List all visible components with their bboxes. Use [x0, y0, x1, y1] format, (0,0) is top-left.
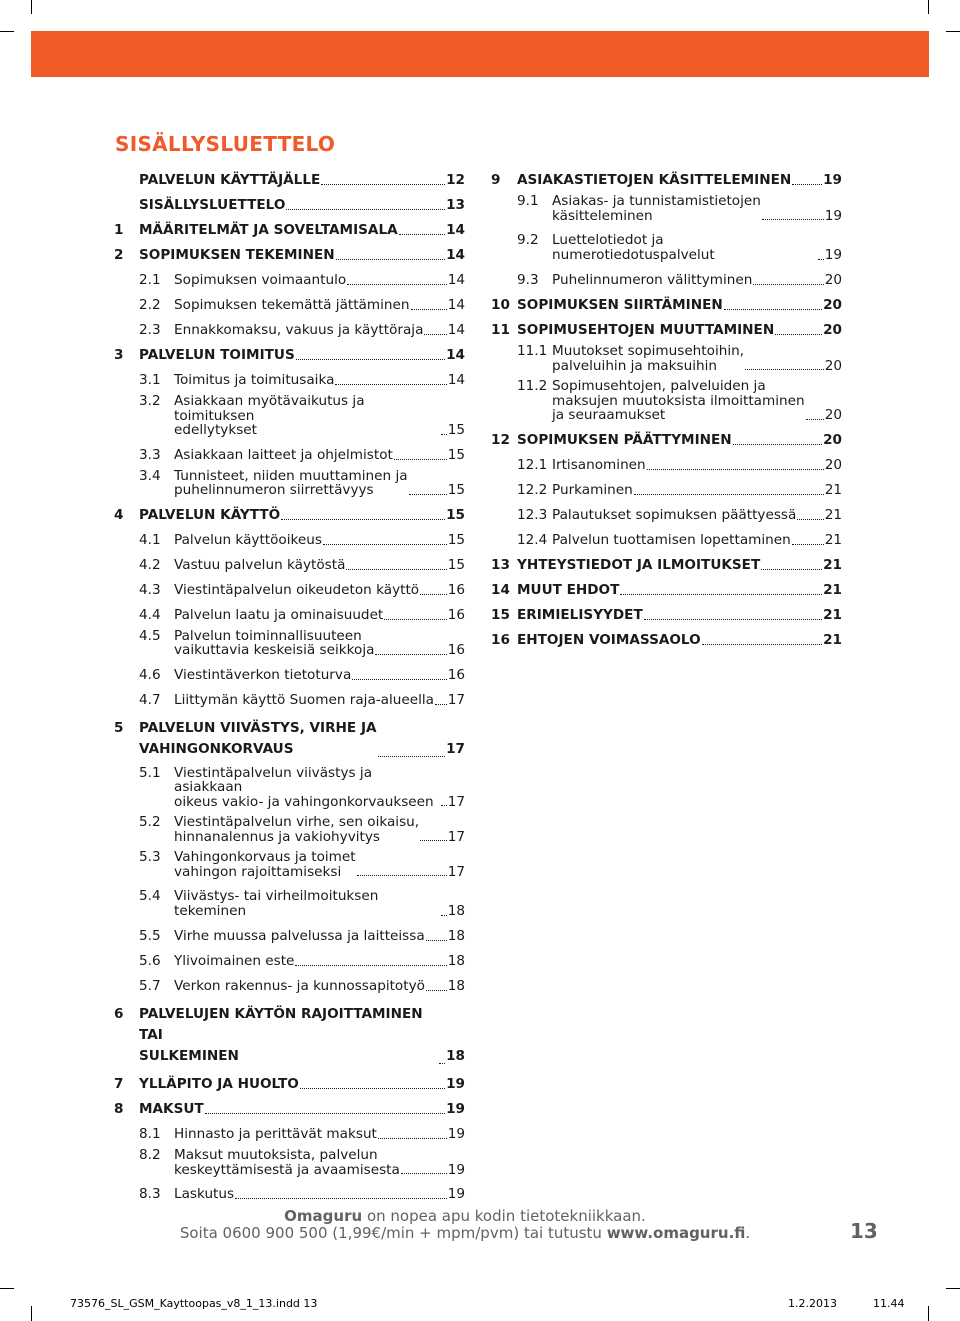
crop-mark: [0, 31, 14, 32]
dot-leader: [426, 940, 447, 941]
dot-leader: [620, 594, 822, 595]
dot-leader: [724, 309, 822, 310]
toc-entry[interactable]: [114, 583, 465, 598]
toc-entry[interactable]: [114, 394, 465, 438]
toc-entry[interactable]: [114, 298, 465, 313]
footer-website-link[interactable]: www.omaguru.fi: [606, 1224, 746, 1242]
toc-entry-title: PALVELUN KÄYTTÄJÄLLE: [139, 172, 321, 188]
toc-entry[interactable]: [114, 766, 465, 810]
toc-entry-title: Asiakkaan laitteet ja ohjelmistot: [174, 446, 393, 463]
toc-entry[interactable]: [491, 233, 842, 263]
toc-entry-page: 18: [447, 903, 465, 919]
toc-entry-number: 4: [114, 506, 124, 523]
toc-entry-page: 21: [823, 606, 842, 623]
toc-entry[interactable]: [114, 469, 465, 498]
toc-entry-page: 20: [823, 322, 842, 338]
toc-entry-title: Liittymän käyttö Suomen raja-alueella: [174, 691, 435, 708]
toc-entry-page: 15: [447, 531, 465, 548]
toc-entry-number: 3.2: [139, 393, 161, 409]
toc-entry[interactable]: [491, 608, 842, 623]
toc-entry-page: 14: [447, 372, 465, 388]
toc-entry-title: Vastuu palvelun käytöstä: [174, 556, 346, 573]
toc-entry-number: 12: [491, 431, 510, 448]
toc-entry-number: 7: [114, 1076, 124, 1092]
footer-phone-text: Soita 0600 900 500 (1,99€/min + mpm/pvm) tai tutustu: [179, 1224, 607, 1242]
toc-entry[interactable]: [114, 979, 465, 994]
toc-entry-page: 19: [824, 247, 842, 263]
toc-entry-page: 14: [447, 297, 465, 313]
toc-entry[interactable]: [114, 198, 465, 213]
toc-entry[interactable]: [491, 633, 842, 648]
toc-entry-title: Purkaminen: [552, 481, 633, 498]
toc-entry-number: 8: [114, 1101, 124, 1117]
dot-leader: [394, 459, 447, 460]
crop-mark: [31, 0, 32, 14]
toc-entry-page: 19: [446, 1101, 465, 1117]
toc-entry[interactable]: [114, 558, 465, 573]
toc-entry[interactable]: [114, 1187, 465, 1202]
crop-mark: [31, 1306, 32, 1321]
toc-entry-page: 17: [447, 863, 465, 880]
toc-entry-number: 5.7: [139, 978, 161, 994]
dot-leader: [357, 875, 447, 876]
dot-leader: [761, 569, 822, 570]
toc-entry-number: 2: [114, 247, 124, 263]
crop-mark: [946, 31, 960, 32]
toc-entry-title: MUUT EHDOT: [517, 581, 620, 598]
toc-entry-page: 15: [447, 422, 465, 438]
footer-brand: Omaguru: [284, 1207, 363, 1225]
toc-entry-title: Sopimusehtojen, palveluiden ja maksujen muutoksista ilmoittaminen ja seuraamukset: [552, 378, 805, 423]
toc-entry-title: Muutokset sopimusehtoihin, palveluihin ja maksuihin: [552, 343, 745, 374]
toc-entry-number: 12.4: [517, 531, 548, 548]
toc-entry-title: Palvelun tuottamisen lopettaminen: [552, 531, 791, 548]
toc-entry[interactable]: [114, 248, 465, 263]
slug-time: 11.44: [873, 1297, 905, 1310]
toc-entry-number: 11: [491, 322, 510, 338]
toc-entry-title: Laskutus: [174, 1186, 235, 1202]
toc-entry[interactable]: [114, 718, 465, 760]
toc-entry[interactable]: [491, 433, 842, 448]
toc-entry-page: 18: [446, 1048, 465, 1064]
toc-entry-number: 11.2: [517, 378, 548, 394]
dot-leader: [441, 434, 447, 435]
dot-leader: [300, 1088, 445, 1089]
toc-entry-page: 13: [446, 197, 465, 213]
toc-entry-number: 9.2: [517, 232, 539, 248]
dot-leader: [420, 594, 447, 595]
toc-entry-page: 16: [447, 581, 465, 598]
dot-leader: [745, 369, 824, 370]
page-number: 13: [850, 1219, 878, 1243]
dot-leader: [346, 569, 446, 570]
toc-entry-title: Palvelun käyttöoikeus: [174, 531, 322, 548]
toc-entry-page: 15: [446, 506, 465, 523]
toc-entry-number: 2.1: [139, 272, 161, 288]
toc-entry[interactable]: [114, 668, 465, 683]
toc-entry-page: 21: [823, 581, 842, 598]
header-banner: [31, 31, 929, 77]
toc-entry-number: 9.1: [517, 193, 539, 209]
footer-end: .: [745, 1224, 751, 1242]
dot-leader: [818, 259, 824, 260]
toc-entry[interactable]: [114, 323, 465, 338]
toc-entry-number: 12.3: [517, 506, 548, 523]
toc-entry-title: EHTOJEN VOIMASSAOLO: [517, 631, 701, 648]
toc-entry[interactable]: [114, 850, 465, 879]
toc-entry[interactable]: [491, 298, 842, 313]
toc-entry-title: Viestintäpalvelun oikeudeton käyttö: [174, 581, 420, 598]
dot-leader: [378, 1138, 447, 1139]
toc-entry-page: 14: [446, 247, 465, 263]
dot-leader: [441, 805, 447, 806]
slug-filename: 73576_SL_GSM_Kayttoopas_v8_1_13.indd 13: [70, 1297, 318, 1310]
dot-leader: [435, 704, 447, 705]
toc-entry[interactable]: [491, 379, 842, 423]
toc-entry[interactable]: [114, 1004, 465, 1067]
toc-entry-number: 4.4: [139, 606, 161, 623]
toc-entry-page: 20: [824, 357, 842, 374]
dot-leader: [644, 619, 822, 620]
toc-entry-title: Sopimuksen voimaantulo: [174, 272, 347, 288]
toc-entry-title: SOPIMUKSEN SIIRTÄMINEN: [517, 297, 723, 313]
toc-entry-title: SOPIMUSEHTOJEN MUUTTAMINEN: [517, 322, 775, 338]
toc-entry-page: 15: [447, 556, 465, 573]
toc-entry-title: MÄÄRITELMÄT JA SOVELTAMISALA: [139, 222, 398, 238]
dot-leader: [401, 1173, 447, 1174]
toc-entry-number: 9.3: [517, 272, 539, 288]
toc-entry-title: Viestintäpalvelun viivästys ja asiakkaan oikeus vakio- ja vahingonkorvaukseen: [174, 764, 434, 810]
dot-leader: [702, 644, 822, 645]
toc-entry-number: 5.6: [139, 953, 161, 969]
toc-entry-title: PALVELUN TOIMITUS: [139, 347, 295, 363]
toc-entry[interactable]: [114, 1102, 465, 1117]
toc-entry-title: Palautukset sopimuksen päättyessä: [552, 506, 797, 523]
dot-leader: [426, 990, 447, 991]
toc-entry[interactable]: [491, 533, 842, 548]
toc-entry-page: 19: [824, 207, 842, 224]
toc-left-column: [114, 173, 465, 1202]
toc-entry-title: Viestintäverkon tietoturva: [174, 666, 352, 683]
toc-entry-title: Verkon rakennus- ja kunnossapitotyö: [174, 978, 425, 994]
toc-entry[interactable]: [114, 693, 465, 708]
toc-entry[interactable]: [114, 348, 465, 363]
toc-entry-number: 4.6: [139, 666, 161, 683]
toc-entry-page: 20: [823, 297, 842, 313]
toc-entry-page: 19: [447, 1126, 465, 1142]
dot-leader: [235, 1198, 447, 1199]
toc-entry-number: 5: [114, 719, 124, 736]
toc-entry-title: Virhe muussa palvelussa ja laitteissa: [174, 928, 425, 944]
toc-entry[interactable]: [114, 533, 465, 548]
toc-entry-title: PALVELUN VIIVÄSTYS, VIRHE JA VAHINGONKORVAUS: [139, 719, 377, 757]
dot-leader: [753, 284, 823, 285]
toc-entry-page: 21: [824, 481, 842, 498]
toc-entry-page: 20: [824, 272, 842, 288]
dot-leader: [411, 309, 447, 310]
toc-entry-number: 4.3: [139, 581, 161, 598]
dot-leader: [806, 419, 824, 420]
page-title: SISÄLLYSLUETTELO: [115, 132, 336, 156]
dot-leader: [296, 359, 445, 360]
toc-entry[interactable]: [114, 273, 465, 288]
crop-mark: [0, 1288, 14, 1289]
toc-entry-page: 14: [447, 322, 465, 338]
toc-entry-page: 16: [447, 642, 465, 658]
toc-entry-title: Luettelotiedot ja numerotiedotuspalvelut: [552, 232, 715, 263]
toc-entry-title: Hinnasto ja perittävät maksut: [174, 1126, 377, 1142]
slug-date: 1.2.2013: [788, 1297, 837, 1310]
toc-entry-number: 15: [491, 606, 510, 623]
toc-entry[interactable]: [114, 929, 465, 944]
dot-leader: [375, 654, 446, 655]
toc-entry-page: 19: [446, 1076, 465, 1092]
toc-entry-page: 19: [447, 1186, 465, 1202]
dot-leader: [424, 334, 446, 335]
toc-entry-number: 3.4: [139, 467, 161, 484]
toc-entry-number: 11.1: [517, 343, 548, 359]
dot-leader: [647, 469, 824, 470]
toc-entry-page: 20: [823, 431, 842, 448]
toc-entry-title: ASIAKASTIETOJEN KÄSITTELEMINEN: [517, 172, 792, 188]
toc-entry-number: 8.3: [139, 1186, 161, 1202]
dot-leader: [634, 494, 824, 495]
toc-entry[interactable]: [114, 1127, 465, 1142]
toc-entry-number: 1: [114, 222, 124, 238]
toc-entry-page: 19: [823, 172, 842, 188]
toc-entry[interactable]: [114, 1077, 465, 1092]
dot-leader: [378, 756, 446, 757]
toc-entry[interactable]: [491, 458, 842, 473]
dot-leader: [420, 840, 447, 841]
toc-entry[interactable]: [491, 344, 842, 373]
toc-entry-title: Vahingonkorvaus ja toimet vahingon rajoittamiseksi: [174, 849, 356, 880]
dot-leader: [321, 184, 445, 185]
dot-leader: [286, 209, 445, 210]
toc-entry-title: MAKSUT: [139, 1101, 204, 1117]
dot-leader: [281, 519, 445, 520]
toc-entry-title: SOPIMUKSEN TEKEMINEN: [139, 247, 335, 263]
toc-entry-page: 21: [824, 506, 842, 523]
toc-entry[interactable]: [114, 629, 465, 658]
toc-entry-page: 18: [447, 928, 465, 944]
toc-entry-page: 14: [447, 272, 465, 288]
footer-line-2: [0, 1224, 930, 1242]
toc-entry-number: 4.5: [139, 627, 161, 644]
toc-entry-page: 21: [823, 631, 842, 648]
toc-entry[interactable]: [114, 508, 465, 523]
toc-entry-number: 9: [491, 172, 501, 188]
dot-leader: [347, 284, 447, 285]
dot-leader: [205, 1113, 445, 1114]
toc-entry-title: Puhelinnumeron välittyminen: [552, 272, 753, 288]
dot-leader: [399, 234, 445, 235]
dot-leader: [384, 619, 446, 620]
toc-entry-title: Sopimuksen tekemättä jättäminen: [174, 297, 410, 313]
toc-entry-page: 19: [447, 1161, 465, 1178]
dot-leader: [336, 259, 445, 260]
toc-entry[interactable]: [114, 173, 465, 188]
toc-entry-number: 16: [491, 631, 510, 648]
toc-entry[interactable]: [491, 194, 842, 223]
toc-entry-title: PALVELUJEN KÄYTÖN RAJOITTAMINEN TAI SULKEMINEN: [139, 1006, 423, 1064]
toc-entry-page: 20: [824, 407, 842, 423]
toc-entry[interactable]: [114, 608, 465, 623]
toc-entry-title: SISÄLLYSLUETTELO: [139, 197, 286, 213]
dot-leader: [792, 184, 822, 185]
toc-entry-title: Viestintäpalvelun virhe, sen oikaisu, hinnanalennus ja vakiohyvitys: [174, 814, 420, 845]
toc-entry-page: 14: [446, 222, 465, 238]
toc-entry-page: 17: [447, 691, 465, 708]
toc-entry-title: YLLÄPITO JA HUOLTO: [139, 1076, 299, 1092]
toc-entry-number: 5.5: [139, 928, 161, 944]
toc-entry-number: 12.2: [517, 481, 548, 498]
toc-entry-title: Ennakkomaksu, vakuus ja käyttöraja: [174, 322, 424, 338]
toc-entry[interactable]: [491, 558, 842, 573]
toc-entry-number: 14: [491, 581, 510, 598]
toc-entry-number: 4.7: [139, 691, 161, 708]
toc-entry-number: 10: [491, 297, 510, 313]
toc-entry-number: 5.1: [139, 764, 161, 781]
toc-entry-title: Toimitus ja toimitusaika: [174, 372, 335, 388]
toc-entry-page: 18: [447, 978, 465, 994]
crop-mark: [946, 1288, 960, 1289]
toc-entry[interactable]: [114, 815, 465, 844]
dot-leader: [335, 384, 446, 385]
toc-entry-title: SOPIMUKSEN PÄÄTTYMINEN: [517, 431, 732, 448]
toc-entry-number: 6: [114, 1006, 124, 1022]
toc-entry-title: Irtisanominen: [552, 456, 646, 473]
toc-entry-page: 16: [447, 666, 465, 683]
toc-entry-title: Palvelun toiminnallisuuteen vaikuttavia keskeisiä seikkoja: [174, 627, 375, 658]
dot-leader: [439, 1063, 445, 1064]
dot-leader: [409, 494, 447, 495]
footer-line-1: [0, 1207, 930, 1225]
toc-right-column: [491, 173, 842, 648]
toc-entry-page: 17: [446, 740, 465, 757]
toc-entry-page: 17: [447, 793, 465, 810]
dot-leader: [295, 965, 446, 966]
toc-entry-title: Tunnisteet, niiden muuttaminen ja puhelinnumeron siirrettävyys: [174, 467, 408, 498]
dot-leader: [792, 544, 824, 545]
toc-entry[interactable]: [491, 323, 842, 338]
toc-entry-number: 8.2: [139, 1147, 161, 1163]
toc-entry-page: 21: [824, 531, 842, 548]
toc-entry[interactable]: [114, 1148, 465, 1177]
dot-leader: [323, 544, 447, 545]
crop-mark: [928, 0, 929, 14]
toc-entry[interactable]: [114, 954, 465, 969]
toc-entry-number: 2.3: [139, 322, 161, 338]
toc-entry-title: PALVELUN KÄYTTÖ: [139, 506, 281, 523]
toc-entry-title: Asiakas- ja tunnistamistietojen käsitteleminen: [552, 193, 761, 224]
dot-leader: [441, 915, 447, 916]
toc-entry-number: 3.1: [139, 372, 161, 388]
toc-entry-number: 5.4: [139, 888, 161, 904]
toc-entry-number: 4.2: [139, 556, 161, 573]
toc-entry-number: 5.3: [139, 849, 161, 865]
toc-entry-page: 15: [447, 446, 465, 463]
toc-entry-number: 13: [491, 556, 510, 573]
toc-entry[interactable]: [491, 273, 842, 288]
toc-entry-number: 3: [114, 347, 124, 363]
toc-entry-page: 15: [447, 482, 465, 498]
toc-entry-number: 4.1: [139, 531, 161, 548]
toc-entry-page: 20: [824, 456, 842, 473]
toc-entry-page: 14: [446, 347, 465, 363]
toc-entry-number: 3.3: [139, 446, 161, 463]
toc-entry[interactable]: [491, 508, 842, 523]
toc-entry-number: 12.1: [517, 456, 548, 473]
toc-entry[interactable]: [114, 223, 465, 238]
toc-entry-title: Asiakkaan myötävaikutus ja toimituksen edellytykset: [174, 393, 365, 438]
toc-entry[interactable]: [491, 483, 842, 498]
toc-entry-number: 8.1: [139, 1126, 161, 1142]
dot-leader: [797, 519, 823, 520]
crop-mark: [928, 1306, 929, 1321]
toc-entry-title: YHTEYSTIEDOT JA ILMOITUKSET: [517, 556, 761, 573]
toc-entry-number: 5.2: [139, 814, 161, 830]
dot-leader: [733, 444, 822, 445]
toc-entry-title: Maksut muutoksista, palvelun keskeyttämisestä ja avaamisesta: [174, 1147, 400, 1178]
dot-leader: [762, 219, 824, 220]
toc-entry-page: 18: [447, 953, 465, 969]
toc-entry-title: ERIMIELISYYDET: [517, 606, 643, 623]
dot-leader: [352, 679, 446, 680]
toc-entry-title: Palvelun laatu ja ominaisuudet: [174, 606, 384, 623]
toc-entry-page: 17: [447, 828, 465, 845]
toc-entry-page: 21: [823, 556, 842, 573]
toc-entry-page: 16: [447, 606, 465, 623]
toc-entry[interactable]: [114, 889, 465, 919]
toc-entry[interactable]: [491, 173, 842, 188]
toc-entry-title: Ylivoimainen este: [174, 953, 295, 969]
toc-entry-title: Viivästys- tai virheilmoituksen tekeminen: [174, 888, 379, 919]
toc-entry-number: 2.2: [139, 297, 161, 313]
dot-leader: [775, 334, 822, 335]
toc-entry[interactable]: [114, 448, 465, 463]
footer-text: on nopea apu kodin tietotekniikkaan.: [362, 1207, 646, 1225]
toc-entry-page: 12: [446, 172, 465, 188]
toc-entry[interactable]: [491, 583, 842, 598]
toc-entry[interactable]: [114, 373, 465, 388]
